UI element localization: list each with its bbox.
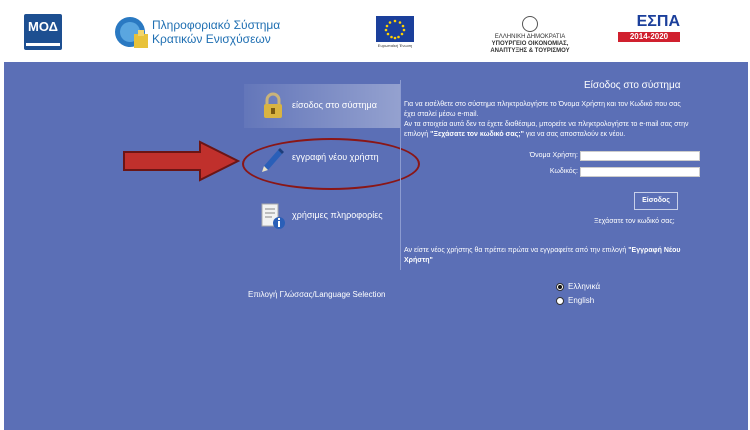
password-row: Κωδικός: [524, 166, 674, 178]
document-info-icon [260, 202, 286, 230]
radio-unselected-icon[interactable] [556, 297, 564, 305]
forgot-password-link[interactable]: Ξεχάσατε τον κωδικό σας; [594, 218, 675, 225]
menu-item-info[interactable]: χρήσιμες πληροφορίες [244, 194, 400, 238]
menu-item-register[interactable]: εγγραφή νέου χρήστη [244, 136, 400, 180]
menu-item-login[interactable]: είσοδος στο σύστημα [244, 84, 400, 128]
eu-logo: Ευρωπαϊκή Ένωση [376, 16, 414, 56]
annotation-ellipse [242, 138, 420, 190]
header [0, 0, 750, 60]
padlock-icon [260, 92, 286, 120]
ministry-logo: ΕΛΛΗΝΙΚΗ ΔΗΜΟΚΡΑΤΙΑ ΥΠΟΥΡΓΕΙΟ ΟΙΚΟΝΟΜΙΑΣ, ΑΝΑΠΤΥΞΗΣ & ΤΟΥΡΙΣΜΟΥ [470, 16, 590, 55]
login-button[interactable]: Είσοδος [634, 192, 678, 210]
new-user-note: Αν είστε νέος χρήστης θα πρέπει πρώτα να εγγραφείτε από την επιλογή "Εγγραφή Νέου Χρήστη" [404, 247, 681, 264]
espa-logo: ΕΣΠΑ 2014-2020 [618, 14, 680, 46]
main-panel [4, 62, 748, 430]
username-input[interactable] [580, 151, 700, 161]
language-option-greek[interactable]: Ελληνικά [556, 282, 600, 291]
language-option-english[interactable]: English [556, 296, 594, 305]
login-title: Είσοδος στο σύστημα [584, 80, 681, 91]
language-title: Επιλογή Γλώσσας/Language Selection [248, 290, 386, 299]
mod-logo: ΜΟΔ [24, 14, 62, 50]
divider [400, 80, 401, 270]
side-menu [244, 84, 400, 304]
username-row: Όνομα Χρήστη: [524, 150, 674, 162]
gear-globe-logo-icon [112, 14, 150, 50]
password-input[interactable] [580, 167, 700, 177]
eu-stars-icon [376, 16, 414, 42]
system-title: Πληροφοριακό Σύστημα Κρατικών Ενισχύσεων [152, 18, 281, 46]
radio-selected-icon[interactable] [556, 283, 564, 291]
login-instructions: Για να εισέλθετε στο σύστημα πληκτρολογήστε το Όνομα Χρήστη και τον Κωδικό που σας έχει σταλεί μέσω e-mail. Αν τα στοιχεία αυτά δεν τα έχετε διαθέσιμα, μπορείτε να πληκτρολογήστε το e-mail σας στην επιλογή "Ξεχάσατε τον κωδικό σας;" για να σας αποσταλούν εκ νέου. [404, 101, 689, 138]
annotation-arrow-icon [122, 140, 240, 182]
emblem-icon [522, 16, 538, 32]
